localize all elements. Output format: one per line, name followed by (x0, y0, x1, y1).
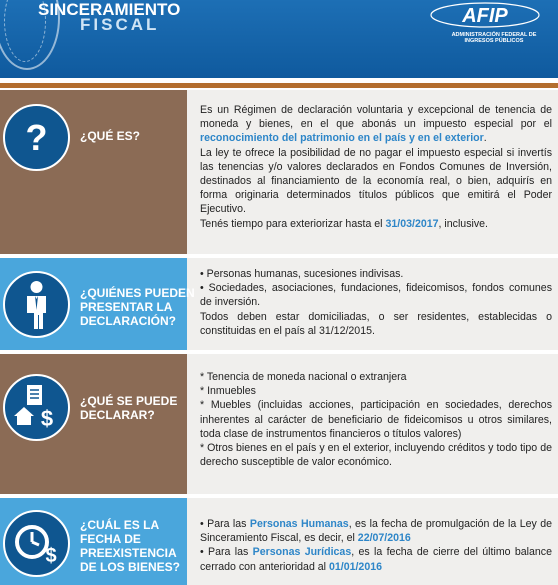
label-que-es: ¿QUÉ ES? (80, 129, 141, 143)
house-money-icon (3, 374, 70, 441)
text-quienes: • Personas humanas, sucesiones indivisas. • Sociedades, asociaciones, fundaciones, fideicomisos, fondos comunes de inversión. Todos deben estar domiciliadas, o ser residentes, establecidas o constituidas en el país al 31/12/2015. (200, 268, 552, 337)
section-que-declarar (0, 354, 558, 494)
header-banner (0, 0, 558, 78)
svg-text:$: $ (45, 545, 57, 567)
section-fecha (0, 498, 558, 585)
logo-subtitle: ADMINISTRACIÓN FEDERAL DE INGRESOS PÚBLICOS (451, 32, 537, 44)
svg-text:AFIP: AFIP (462, 5, 508, 27)
text-que-es: Es un Régimen de declaración voluntaria y excepcional de tenencia de moneda y bienes, en el que abonás un impuesto especial por el reconocimiento del patrimonio en el país y en el exterior. La ley te ofrece la posibilidad de no pagar el impuesto especial si invertís las tenencias y/o valores declarados en Fondos Comunes de Inversión, destinados al financiamiento de la economía real, o bien, adquirís en forma originaria determinados títulos públicos que emitirá el Poder Ejecutivo. Tenés tiempo para exteriorizar hasta el 31/03/2017, inclusive. (200, 104, 552, 230)
afip-logo-icon (430, 2, 540, 28)
label-que-declarar: ¿QUÉ SE PUEDE DECLARAR? (80, 394, 178, 422)
text-fecha: • Para las Personas Humanas, es la fecha de promulgación de la Ley de Sinceramiento Fiscal, es decir, el 22/07/2016 • Para las Personas Jurídicas, es la fecha de cierre del último balance cerrado con anterioridad al 01/01/2016 (200, 518, 552, 573)
title-sinceramiento: SINCERAMIENTO (38, 0, 181, 19)
section-que-es (0, 90, 558, 254)
clock-money-icon (3, 510, 70, 577)
svg-text:?: ? (25, 117, 48, 158)
header-divider (0, 83, 558, 88)
label-fecha: ¿CUÁL ES LA FECHA DE PREEXISTENCIA DE LOS BIENES? (80, 518, 181, 574)
svg-text:$: $ (40, 406, 54, 431)
person-icon (3, 271, 70, 338)
section-quienes (0, 258, 558, 350)
text-que-declarar: * Tenencia de moneda nacional o extranjera * Inmuebles * Muebles (incluidas acciones, participación en sociedades, derechos inherentes al carácter de beneficiario de fideicomisos u otros similares, toda clase de instrumentos financieros o títulos valores) * Otros bienes en el país y en el exterior, incluyendo créditos y todo tipo de derecho susceptible de valor económico. (200, 371, 552, 469)
question-icon (3, 104, 70, 171)
label-quienes: ¿QUIÉNES PUEDEN PRESENTAR LA DECLARACIÓN? (80, 286, 195, 328)
title-fiscal: FISCAL (80, 15, 160, 34)
